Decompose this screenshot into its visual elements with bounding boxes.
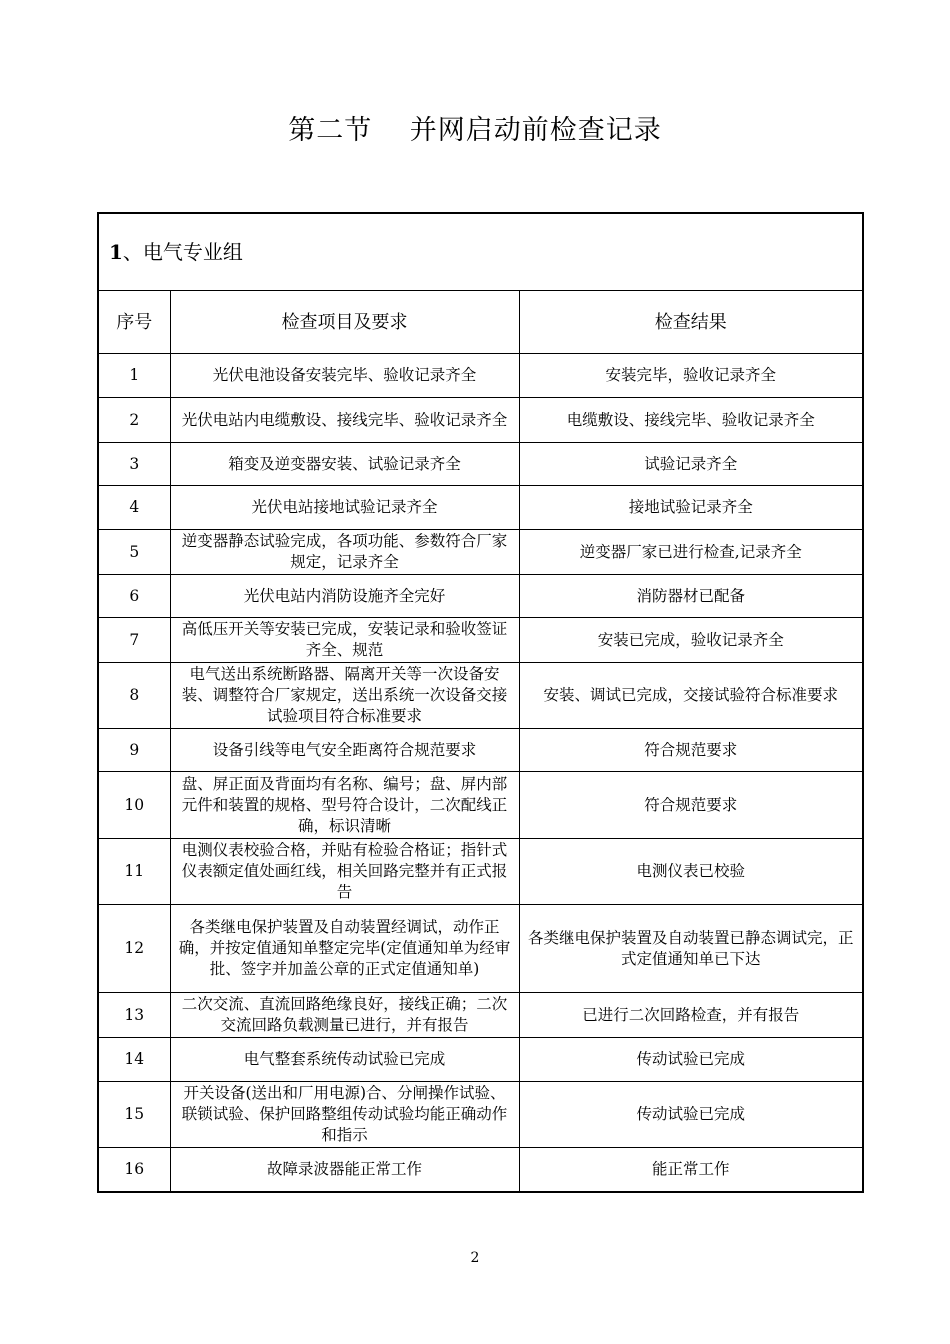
row-number: 5: [98, 530, 170, 575]
table-row: [98, 354, 863, 398]
page-title: 第二节 并网启动前检查记录: [288, 115, 662, 146]
header-result: 检查结果: [519, 291, 863, 354]
row-number: 7: [98, 618, 170, 663]
row-requirement: 光伏电站接地试验记录齐全: [170, 486, 519, 530]
row-requirement: 设备引线等电气安全距离符合规范要求: [170, 729, 519, 772]
row-number: 6: [98, 575, 170, 618]
row-requirement: 光伏电站内电缆敷设、接线完毕、验收记录齐全: [170, 398, 519, 443]
row-number: 4: [98, 486, 170, 530]
row-result: 接地试验记录齐全: [519, 486, 863, 530]
table-row: [98, 618, 863, 663]
section-row: [98, 213, 863, 291]
row-number: 16: [98, 1148, 170, 1192]
row-result: 已进行二次回路检查，并有报告: [519, 993, 863, 1038]
header-item: 检查项目及要求: [170, 291, 519, 354]
table-row: [98, 663, 863, 729]
row-number: 14: [98, 1038, 170, 1082]
row-number: 3: [98, 443, 170, 486]
row-result: 逆变器厂家已进行检查,记录齐全: [519, 530, 863, 575]
row-result: 消防器材已配备: [519, 575, 863, 618]
row-result: 安装完毕，验收记录齐全: [519, 354, 863, 398]
row-result: 符合规范要求: [519, 772, 863, 839]
row-number: 13: [98, 993, 170, 1038]
table-row: [98, 530, 863, 575]
row-result: 能正常工作: [519, 1148, 863, 1192]
row-requirement: 光伏电站内消防设施齐全完好: [170, 575, 519, 618]
table-row: [98, 1038, 863, 1082]
row-requirement: 光伏电池设备安装完毕、验收记录齐全: [170, 354, 519, 398]
row-result: 传动试验已完成: [519, 1082, 863, 1148]
row-number: 11: [98, 839, 170, 905]
row-requirement: 高低压开关等安装已完成，安装记录和验收签证齐全、规范: [170, 618, 519, 663]
section-number: 1: [109, 239, 123, 264]
row-result: 传动试验已完成: [519, 1038, 863, 1082]
table-row: [98, 1082, 863, 1148]
row-number: 10: [98, 772, 170, 839]
row-requirement: 二次交流、直流回路绝缘良好，接线正确；二次交流回路负载测量已进行，并有报告: [170, 993, 519, 1038]
inspection-table: [97, 212, 864, 1193]
row-requirement: 箱变及逆变器安装、试验记录齐全: [170, 443, 519, 486]
row-result: 符合规范要求: [519, 729, 863, 772]
table-row: [98, 772, 863, 839]
table-row: [98, 1148, 863, 1192]
row-requirement: 故障录波器能正常工作: [170, 1148, 519, 1192]
row-number: 15: [98, 1082, 170, 1148]
table-row: [98, 575, 863, 618]
row-number: 8: [98, 663, 170, 729]
header-no: 序号: [98, 291, 170, 354]
section-label: 、电气专业组: [122, 239, 243, 264]
row-result: 各类继电保护装置及自动装置已静态调试完，正式定值通知单已下达: [519, 905, 863, 993]
row-result: 电测仪表已校验: [519, 839, 863, 905]
row-requirement: 各类继电保护装置及自动装置经调试，动作正确，并按定值通知单整定完毕(定值通知单为经审批、签字并加盖公章的正式定值通知单): [170, 905, 519, 993]
table-row: [98, 443, 863, 486]
table-row: [98, 993, 863, 1038]
row-number: 2: [98, 398, 170, 443]
row-result: 安装已完成，验收记录齐全: [519, 618, 863, 663]
row-number: 12: [98, 905, 170, 993]
row-requirement: 逆变器静态试验完成，各项功能、参数符合厂家规定，记录齐全: [170, 530, 519, 575]
table-row: [98, 398, 863, 443]
row-requirement: 电气整套系统传动试验已完成: [170, 1038, 519, 1082]
row-number: 9: [98, 729, 170, 772]
header-row: [98, 291, 863, 354]
row-result: 试验记录齐全: [519, 443, 863, 486]
row-requirement: 开关设备(送出和厂用电源)合、分闸操作试验、联锁试验、保护回路整组传动试验均能正确动作和指示: [170, 1082, 519, 1148]
page-number: 2: [470, 1250, 480, 1266]
table-row: [98, 839, 863, 905]
row-requirement: 盘、屏正面及背面均有名称、编号；盘、屏内部元件和装置的规格、型号符合设计，二次配线正确，标识清晰: [170, 772, 519, 839]
table-row: [98, 905, 863, 993]
row-result: 电缆敷设、接线完毕、验收记录齐全: [519, 398, 863, 443]
table-row: [98, 729, 863, 772]
row-number: 1: [98, 354, 170, 398]
row-result: 安装、调试已完成，交接试验符合标准要求: [519, 663, 863, 729]
table-row: [98, 486, 863, 530]
section-heading: [98, 213, 863, 291]
row-requirement: 电测仪表校验合格，并贴有检验合格证；指针式仪表额定值处画红线，相关回路完整并有正式报告: [170, 839, 519, 905]
row-requirement: 电气送出系统断路器、隔离开关等一次设备安装、调整符合厂家规定，送出系统一次设备交接试验项目符合标准要求: [170, 663, 519, 729]
